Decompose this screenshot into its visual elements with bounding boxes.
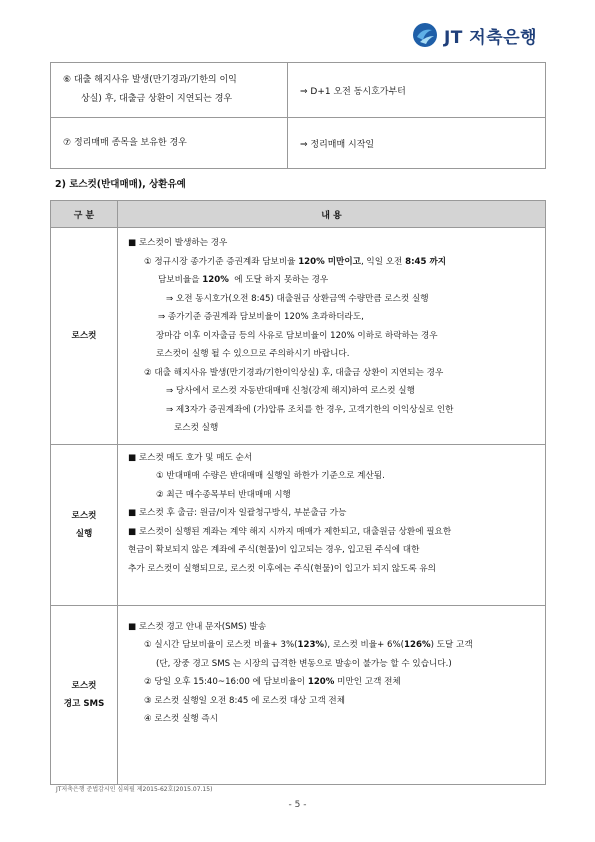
row-label: 로스컷 경고 SMS xyxy=(51,605,118,784)
condition-cell: ⑥ 대출 해지사유 발생(만기경과/기한의 이익 상실) 후, 대출금 상환이 지연되는 경우 xyxy=(51,63,288,118)
losscut-table xyxy=(50,200,546,785)
row-label: 로스컷 실행 xyxy=(51,444,118,605)
logo-text: JT 저축은행 xyxy=(443,27,537,48)
table-row xyxy=(51,118,546,169)
table-row-execution xyxy=(51,444,546,605)
table-row xyxy=(51,63,546,118)
row-content: ■ 로스컷이 발생하는 경우 ① 정규시장 종가기준 증권계좌 담보비율 120% 미만이고, 익일 오전 8:45 까지 담보비율을 120% 에 도달 하지 못하는 경우 ⇒ 오전 동시호가(오전 8:45) 대출원금 상환금액 수량만큼 로스컷 실행 ⇒ 종가기준 증권계좌 담보비율이 120% 초과하더라도, 장마감 이후 이자출금 등의 사유로 담보비율이 120% 이하로 하락하는 경우 로스컷이 실행 될 수 있으므로 주의하시기 바랍니다. ② 대출 해지사유 발생(만기경과/기한이익상실) 후, 대출금 상환이 지연되는 경우 ⇒ 당사에서 로스컷 자동반대매매 신청(강제 해지)하여 로스컷 실행 ⇒ 제3자가 증권계좌에 (가)압류 조치를 한 경우, 고객기한의 이익상실로 인한 로스컷 실행 xyxy=(118,228,546,445)
compliance-review-note: JT저축은행 준법감시인 심의필 제2015-62호(2015.07.15) xyxy=(56,786,213,793)
section-title: 2) 로스컷(반대매매), 상환유예 xyxy=(55,179,186,190)
liquidation-trigger-table xyxy=(50,62,546,169)
row-content: ■ 로스컷 매도 호가 및 매도 순서 ① 반대매매 수량은 반대매매 실행일 하한가 기준으로 계산됨. ② 최근 매수종목부터 반대매매 시행 ■ 로스컷 후 출금: 원금/이자 일괄청구방식, 부분출금 가능 ■ 로스컷이 실행된 계좌는 계약 해지 시까지 매매가 제한되고, 대출원금 상환에 필요한 현금이 확보되지 않은 계좌에 주식(현물)이 입고되는 경우, 입고된 주식에 대한 추가 로스컷이 실행되므로, 로스컷 이후에는 주식(현물)이 입고가 되지 않도록 유의 xyxy=(118,444,546,605)
result-cell: ⇒ 정리매매 시작일 xyxy=(288,118,546,169)
result-cell: ⇒ D+1 오전 동시호가부터 xyxy=(288,63,546,118)
header-content: 내 용 xyxy=(118,201,546,228)
logo-swirl-icon xyxy=(412,22,438,48)
brand-logo xyxy=(412,22,537,48)
condition-cell: ⑦ 정리매매 종목을 보유한 경우 xyxy=(51,118,288,169)
table-row-sms xyxy=(51,605,546,784)
table-header-row xyxy=(51,201,546,228)
header-category: 구 분 xyxy=(51,201,118,228)
row-label: 로스컷 xyxy=(51,228,118,445)
row-content: ■ 로스컷 경고 안내 문자(SMS) 발송 ① 실시간 담보비율이 로스컷 비율+ 3%(123%), 로스컷 비율+ 6%(126%) 도달 고객 (단, 장중 경고 SMS 는 시장의 급격한 변동으로 발송이 불가능 할 수 있습니다.) ② 당일 오후 15:40~16:00 에 담보비율이 120% 미만인 고객 전체 ③ 로스컷 실행일 오전 8:45 에 로스컷 대상 고객 전체 ④ 로스컷 실행 즉시 xyxy=(118,605,546,784)
table-row-losscut xyxy=(51,228,546,445)
page-number: - 5 - xyxy=(288,800,307,810)
